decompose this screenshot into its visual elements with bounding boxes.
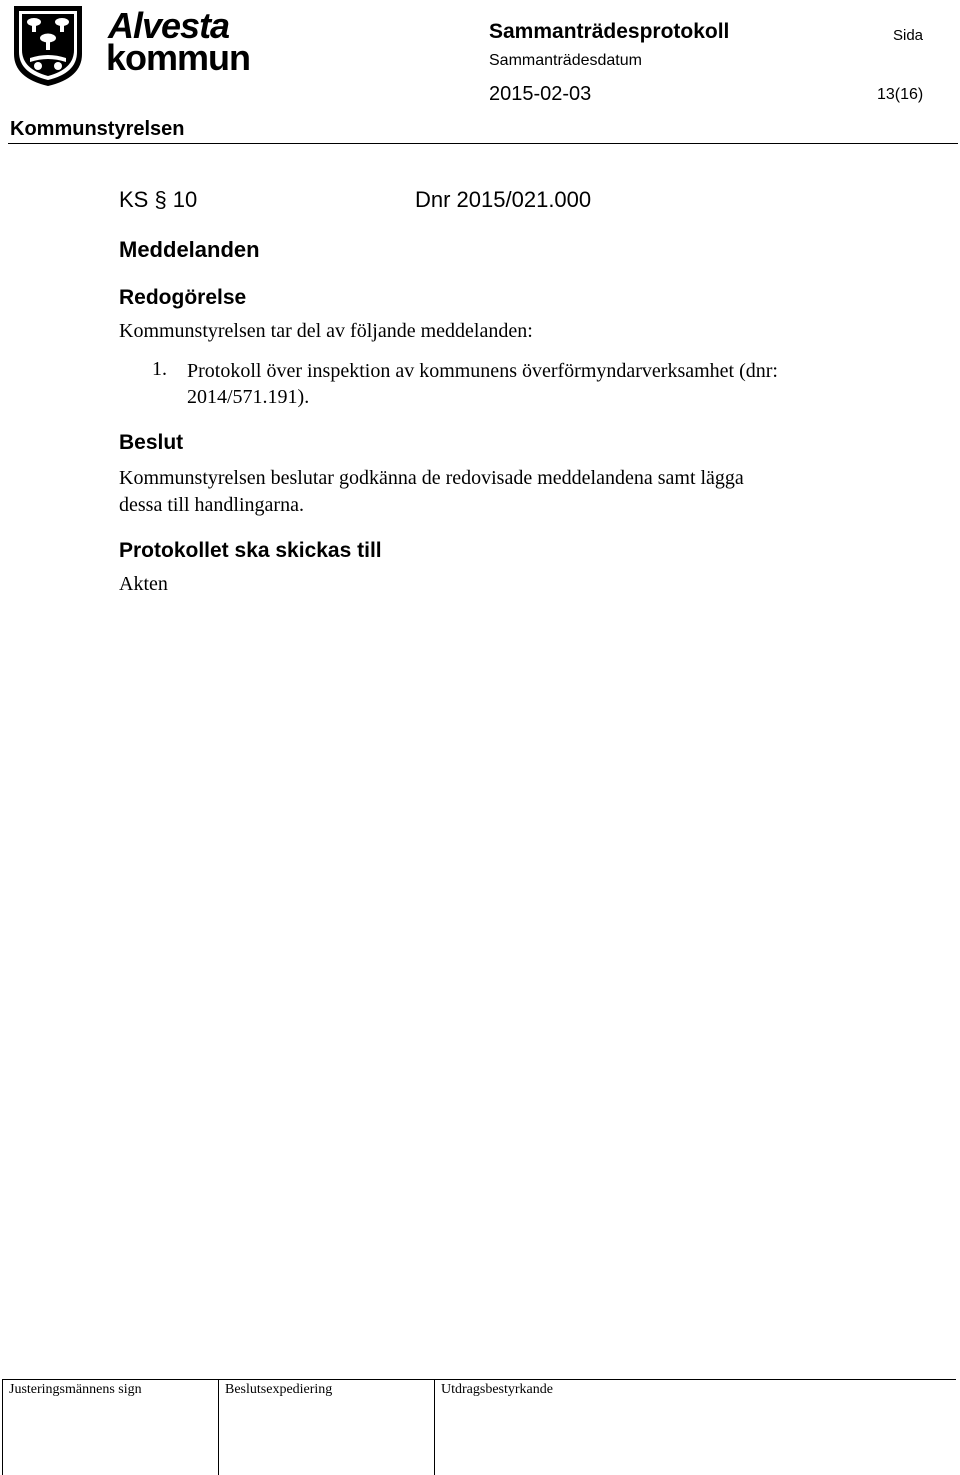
page-label: Sida: [893, 27, 924, 44]
footer-cell-utdrag: [434, 1380, 956, 1475]
organization-name: Kommunstyrelsen: [10, 118, 185, 140]
list-item-number: 1.: [152, 358, 167, 380]
diary-number: Dnr 2015/021.000: [415, 187, 592, 212]
logo-wordmark-line1: Alvesta: [108, 5, 230, 46]
redogorelse-intro: Kommunstyrelsen tar del av följande meddelanden:: [119, 320, 533, 342]
footer-label-expediering: Beslutsexpediering: [225, 1382, 333, 1397]
date-label: Sammanträdesdatum: [489, 52, 642, 69]
footer-label-justering: Justeringsmännens sign: [9, 1382, 142, 1397]
signature-footer: [2, 1379, 956, 1475]
page-number: 13(16): [877, 86, 924, 103]
header-divider: [8, 143, 958, 144]
document-type: Sammanträdesprotokoll: [489, 20, 730, 43]
beslut-heading: Beslut: [119, 431, 184, 454]
list-item-text: Protokoll över inspektion av kommunens överförmyndarverksamhet (dnr: 2014/571.191).: [187, 360, 778, 408]
page-title: Meddelanden: [119, 237, 260, 262]
municipality-logo: [12, 4, 251, 88]
redogorelse-heading: Redogörelse: [119, 286, 247, 309]
section-id: KS § 10: [119, 187, 198, 212]
distribution-text: Akten: [119, 573, 168, 595]
date-value: 2015-02-03: [489, 83, 592, 105]
beslut-text: Kommunstyrelsen beslutar godkänna de redovisade meddelandena samt lägga dessa till handlingarna.: [119, 467, 744, 516]
logo-wordmark-line2: kommun: [106, 37, 251, 78]
footer-cell-expediering: [218, 1380, 434, 1475]
footer-label-utdrag: Utdragsbestyrkande: [441, 1382, 553, 1397]
coat-of-arms-icon: [12, 4, 84, 88]
distribution-heading: Protokollet ska skickas till: [119, 539, 382, 562]
footer-cell-justering: [2, 1380, 218, 1475]
